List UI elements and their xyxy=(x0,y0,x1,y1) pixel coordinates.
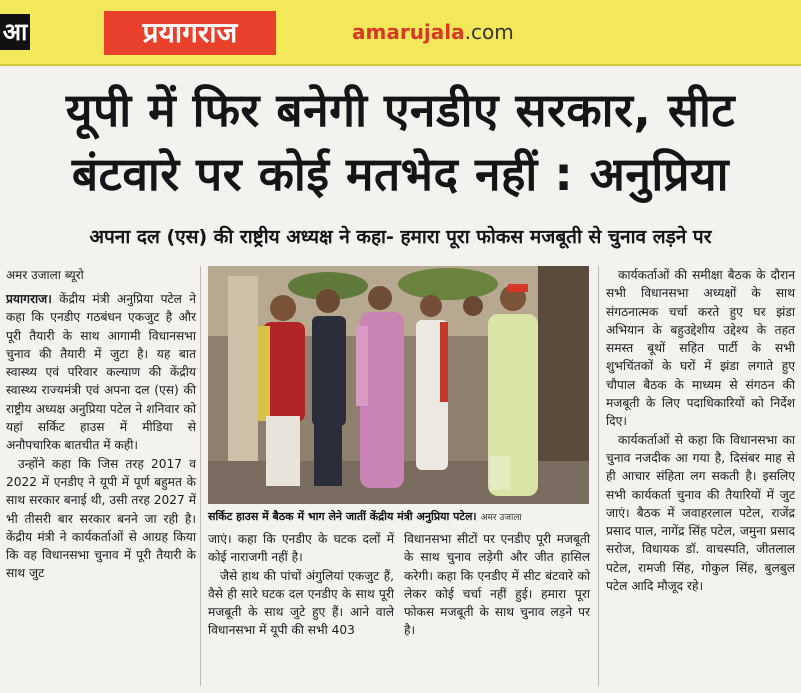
column-1-paragraph-1-text: केंद्रीय मंत्री अनुप्रिया पटेल ने कहा कि एनडीए गठबंधन एकजुट है और पूरी तैयारी के साथ आगामी विधानसभा चुनाव की तैयारी में जुटा है। यह बात स्वास्थ्य एवं परिवार कल्याण की केंद्रीय स्वास्थ्य राज्यमंत्री एवं अपना दल (एस) की राष्ट्रीय अध्यक्ष अनुप्रिया पटेल ने शनिवार को यहां सर्किट हाउस में मीडिया से अनौपचारिक बातचीत में कही। xyxy=(6,292,196,453)
column-divider xyxy=(200,266,201,686)
photo-caption xyxy=(208,506,589,528)
photo-caption-text: सर्किट हाउस में बैठक में भाग लेने जातीं केंद्रीय मंत्री अनुप्रिया पटेल। xyxy=(208,510,477,523)
column-divider-right xyxy=(598,266,599,686)
news-photo xyxy=(208,266,589,504)
headline xyxy=(6,78,795,206)
column-4-paragraph-2: कार्यकर्ताओं से कहा कि विधानसभा का चुनाव नजदीक आ गया है, दिसंबर माह से ही आचार संहिता लग सकती है। इसलिए सभी कार्यकर्ता चुनाव की तैयारियों में जुट जाएं। बैठक में जवाहरलाल पटेल, राजेंद्र प्रसाद पाल, नागेंद्र सिंह पटेल, जमुना प्रसाद सरोज, विधायक डॉ. वाचस्पति, जीतलाल पटेल, रामजी सिंह, गोकुल सिंह, बुलबुल पटेल आदि मौजूद रहे। xyxy=(606,432,795,594)
column-3-paragraph-1: विधानसभा सीटों पर एनडीए पूरी मजबूती के साथ चुनाव लड़ेगी और जीत हासिल करेगी। कहा कि एनडीए में सीट बंटवारे को लेकर कोई चर्चा नहीं हुई। हमारा पूरा फोकस मजबूती के साथ चुनाव लड़ने पर है। xyxy=(404,532,590,638)
site-suffix: .com xyxy=(464,20,514,44)
dateline: प्रयागराज। xyxy=(6,292,52,306)
article-column-3 xyxy=(404,530,590,690)
masthead-bar xyxy=(0,0,801,66)
article-column-4 xyxy=(606,266,795,690)
site-brand: amarujala xyxy=(352,20,465,44)
photo-credit: अमर उजाला xyxy=(480,513,522,523)
subheadline: अपना दल (एस) की राष्ट्रीय अध्यक्ष ने कहा- हमारा पूरा फोकस मजबूती से चुनाव लड़ने पर xyxy=(89,226,712,248)
headline-line-1: यूपी में फिर बनेगी एनडीए सरकार, सीट xyxy=(65,83,736,137)
section-label: प्रयागराज xyxy=(104,11,276,55)
news-photo-illustration xyxy=(208,266,589,504)
site-logo xyxy=(352,20,514,44)
column-4-paragraph-1: कार्यकर्ताओं की समीक्षा बैठक के दौरान सभी विधानसभा अध्यक्षों के साथ संगठनात्मक चर्चा करते हुए घर झंडा अभियान के बहुउद्देशीय उद्देश्य के तहत समस्त बूथों सहित पार्टी के सभी शुभचिंतकों के घरों में झंडा लगाते हुए चौपाल बैठक के माध्यम से संगठन की मजबूती के लिए पदाधिकारियों को निर्देश दिए। xyxy=(606,268,795,429)
column-1-paragraph-2: उन्होंने कहा कि जिस तरह 2017 व 2022 में एनडीए ने यूपी में पूर्ण बहुमत के साथ सरकार बनाई थी, उसी तरह 2027 में भी तीसरी बार सरकार बनने जा रही है। केंद्रीय मंत्री ने कार्यकर्ताओं से आग्रह किया कि वह विधानसभा चुनाव में पूरी तैयारी के साथ जुट xyxy=(6,456,196,581)
column-2-paragraph-1: जाएं। कहा कि एनडीए के घटक दलों में कोई नाराजगी नहीं है। xyxy=(208,532,394,565)
column-1-paragraph-1 xyxy=(6,290,196,455)
masthead-left-fragment: आ xyxy=(0,14,30,50)
column-2-paragraph-2: जैसे हाथ की पांचों अंगुलियां एकजुट हैं, वैसे ही सारे घटक दल एनडीए के साथ पूरी मजबूती के साथ जुटे हुए हैं। आने वाले विधानसभा में यूपी की सभी 403 xyxy=(208,568,394,638)
byline: अमर उजाला ब्यूरो xyxy=(6,268,84,282)
headline-line-2: बंटवारे पर कोई मतभेद नहीं : अनुप्रिया xyxy=(71,147,730,201)
article-column-1 xyxy=(6,290,196,690)
article-column-2 xyxy=(208,530,394,690)
